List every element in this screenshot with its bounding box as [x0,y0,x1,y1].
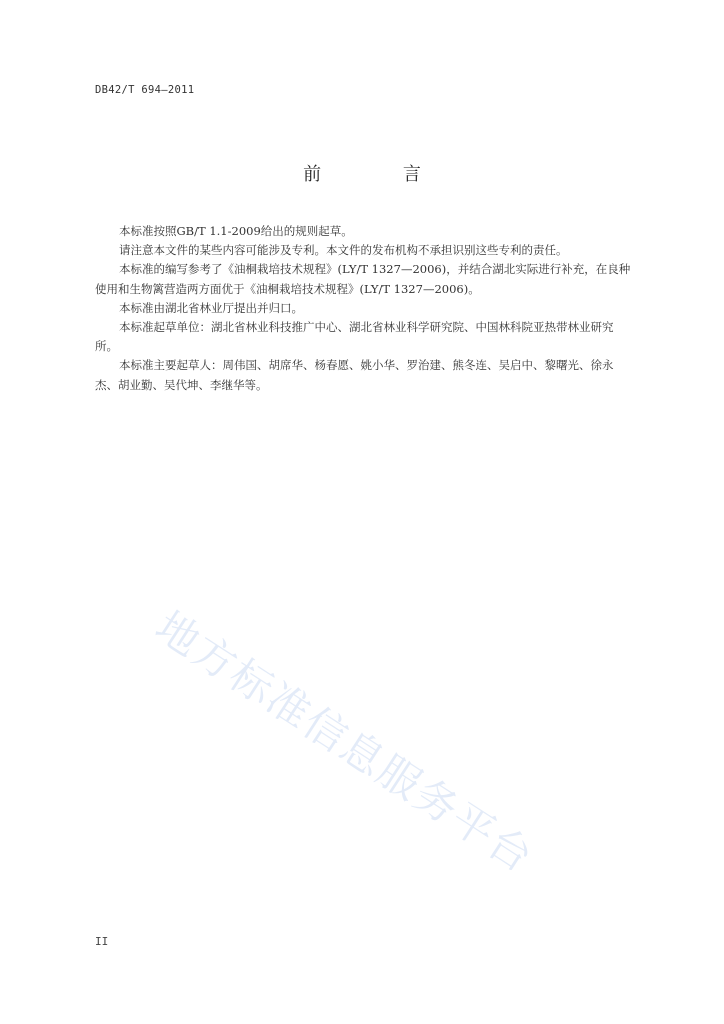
page-number: II [95,935,109,948]
paragraph: 本标准由湖北省林业厅提出并归口。 [119,300,303,315]
title-text: 前 言 [303,164,459,185]
paragraph: 请注意本文件的某些内容可能涉及专利。本文件的发布机构不承担识别这些专利的责任。 [119,243,568,258]
paragraph: 本标准起草单位：湖北省林业科技推广中心、湖北省林业科学研究院、中国林科院亚热带林业研究所。 [95,320,614,354]
paragraph: 本标准按照GB/T 1.1-2009给出的规则起草。 [119,224,353,238]
watermark: 地方标准信息服务平台 [146,601,543,883]
paragraph: 本标准的编写参考了《油桐栽培技术规程》(LY/T 1327—2006)，并结合湖北实际进行补充，在良种使用和生物篱营造两方面优于《油桐栽培技术规程》(LY/T 1327—2006)。 [95,262,631,296]
page-title [0,160,724,186]
document-code: DB42/T 694—2011 [95,84,195,96]
foreword-body [95,222,635,395]
paragraph: 本标准主要起草人：周伟国、胡席华、杨春愿、姚小华、罗治建、熊冬连、吴启中、黎曙光、徐永杰、胡业勤、吴代坤、李继华等。 [95,358,614,392]
